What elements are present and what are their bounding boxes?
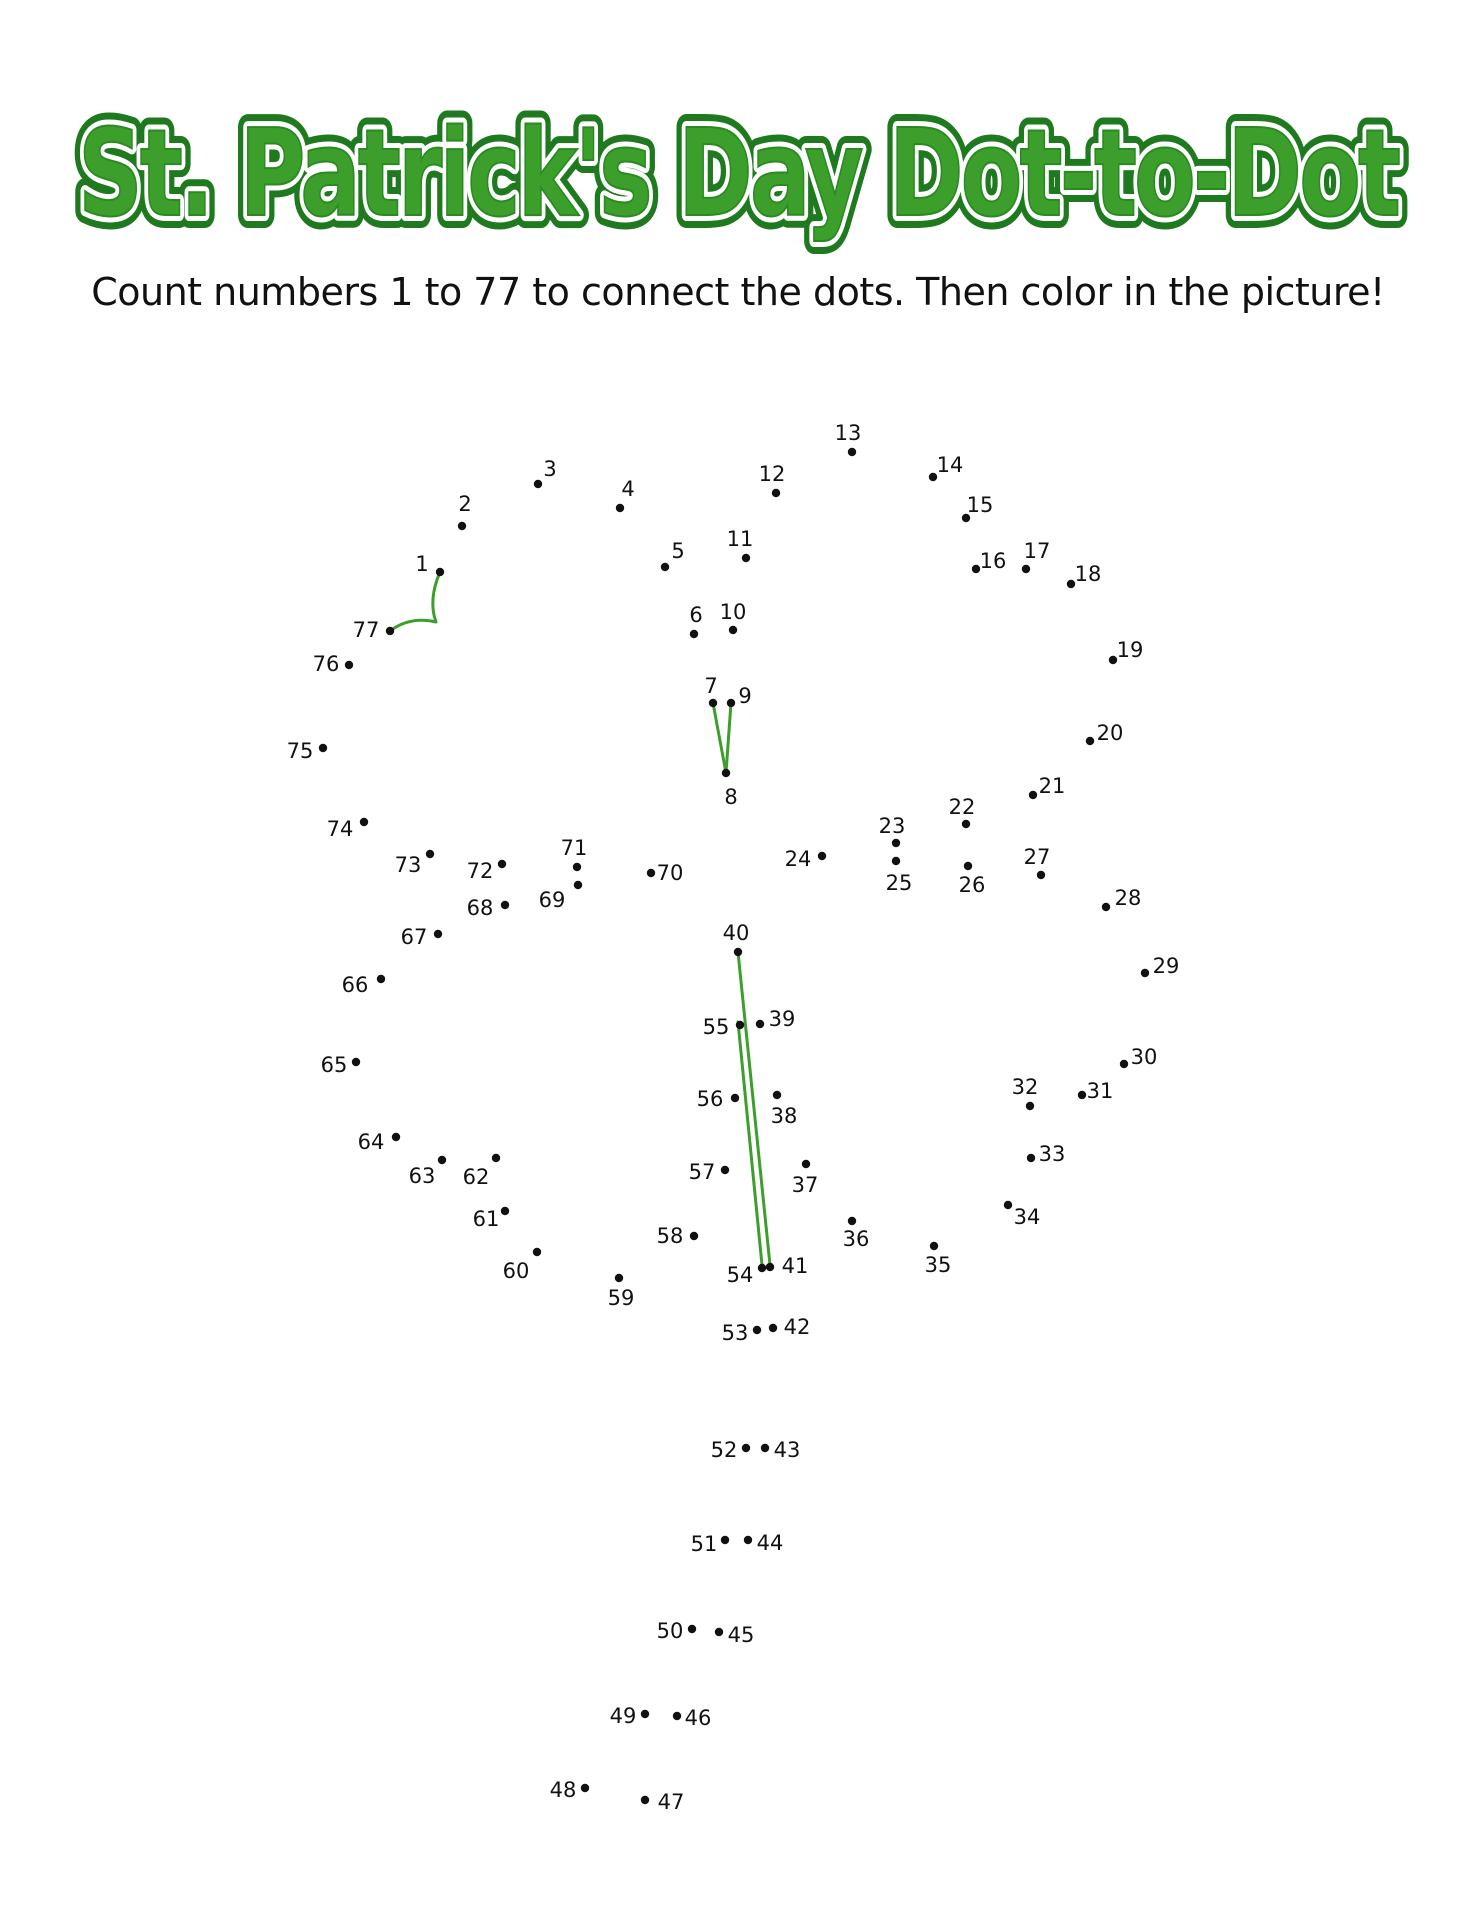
dot-30 [1120, 1045, 1158, 1069]
dot-number-label: 60 [502, 1259, 530, 1283]
dot-26 [959, 862, 986, 897]
dot-73 [395, 850, 435, 877]
dot-marker [533, 1248, 541, 1256]
dot-marker [742, 554, 750, 562]
dot-marker [722, 769, 730, 777]
dot-marker [773, 1091, 781, 1099]
dot-marker [534, 480, 542, 488]
dot-number-label: 50 [656, 1619, 684, 1643]
dot-number-label: 10 [719, 600, 747, 624]
dot-5 [661, 539, 685, 571]
dot-marker [818, 852, 826, 860]
dot-marker [731, 1094, 739, 1102]
title-inner-border: St. Patrick's Day Dot-to-Dot [78, 105, 1400, 244]
dot-number-label: 18 [1074, 562, 1102, 586]
guide-line-40-to-41 [738, 952, 770, 1265]
dot-number-label: 6 [689, 603, 703, 627]
dot-number-label: 69 [538, 888, 566, 912]
dot-45 [715, 1623, 755, 1647]
dot-marker [501, 901, 509, 909]
dot-marker [1004, 1201, 1012, 1209]
dot-number-label: 31 [1086, 1079, 1114, 1103]
dot-marker [727, 699, 735, 707]
guide-line-1-to-77 [390, 572, 440, 631]
dot-number-label: 1 [415, 552, 429, 576]
dot-9 [727, 684, 752, 708]
dot-number-label: 17 [1023, 539, 1051, 563]
dot-34 [1004, 1201, 1041, 1229]
dot-number-label: 61 [472, 1207, 500, 1231]
dot-67 [401, 925, 443, 949]
dot-number-label: 55 [702, 1015, 730, 1039]
dot-29 [1141, 954, 1180, 978]
dot-number-label: 19 [1116, 638, 1144, 662]
dot-24 [785, 847, 827, 871]
dot-number-label: 3 [543, 457, 557, 481]
dot-76 [313, 652, 354, 676]
dot-number-label: 37 [791, 1173, 819, 1197]
dot-15 [962, 493, 994, 522]
dot-marker [377, 975, 385, 983]
dot-54 [727, 1263, 767, 1287]
dot-marker [360, 818, 368, 826]
dot-number-label: 35 [924, 1253, 952, 1277]
dot-marker [736, 1021, 744, 1029]
dot-marker [573, 863, 581, 871]
dot-marker [1037, 871, 1045, 879]
dot-number-label: 16 [979, 549, 1007, 573]
instructions-text: Count numbers 1 to 77 to connect the dots. Then color in the picture! [91, 270, 1385, 314]
dot-marker [690, 1232, 698, 1240]
dot-64 [358, 1130, 401, 1154]
dot-marker [802, 1160, 810, 1168]
dot-marker [1027, 1154, 1035, 1162]
dot-number-label: 36 [842, 1227, 870, 1251]
dot-46 [673, 1706, 712, 1730]
dot-number-label: 41 [781, 1254, 809, 1278]
dot-number-label: 20 [1096, 721, 1124, 745]
dot-marker [436, 568, 444, 576]
dot-number-label: 66 [341, 973, 369, 997]
dot-number-label: 15 [966, 493, 994, 517]
dot-number-label: 8 [724, 785, 738, 809]
dot-38 [771, 1091, 798, 1128]
dot-number-label: 5 [671, 539, 685, 563]
dot-marker [581, 1784, 589, 1792]
dot-number-label: 26 [958, 873, 986, 897]
dot-19 [1109, 638, 1144, 664]
dot-number-label: 42 [783, 1315, 811, 1339]
dot-43 [761, 1438, 801, 1462]
dot-number-label: 52 [710, 1438, 738, 1462]
dot-37 [792, 1160, 819, 1197]
dot-51 [691, 1532, 730, 1556]
dot-number-label: 72 [466, 859, 494, 883]
dot-marker [615, 1274, 623, 1282]
dot-marker [661, 563, 669, 571]
dot-marker [1026, 1102, 1034, 1110]
dot-60 [503, 1248, 542, 1283]
dot-marker [492, 1154, 500, 1162]
guide-line-8-to-9 [726, 703, 731, 773]
dot-number-label: 40 [722, 921, 750, 945]
dot-8 [722, 769, 738, 809]
dot-number-label: 21 [1038, 774, 1066, 798]
dot-number-label: 76 [312, 652, 340, 676]
dot-number-label: 22 [948, 795, 976, 819]
dot-number-label: 65 [320, 1053, 348, 1077]
dot-44 [744, 1531, 784, 1555]
dot-number-label: 4 [621, 477, 635, 501]
dot-number-label: 32 [1011, 1075, 1039, 1099]
dot-marker [352, 1058, 360, 1066]
dot-6 [689, 603, 702, 638]
dot-14 [929, 453, 964, 481]
dot-marker [761, 1444, 769, 1452]
dot-marker [709, 699, 717, 707]
dot-number-label: 77 [352, 618, 380, 642]
dot-marker [848, 1217, 856, 1225]
dot-number-label: 58 [656, 1224, 684, 1248]
dot-marker [721, 1166, 729, 1174]
dot-75 [287, 739, 328, 763]
dot-marker [769, 1324, 777, 1332]
dot-50 [657, 1619, 697, 1643]
dot-marker [848, 448, 856, 456]
dot-number-label: 39 [768, 1007, 796, 1031]
dot-number-label: 62 [462, 1165, 490, 1189]
dot-74 [327, 817, 369, 841]
dot-72 [467, 859, 507, 883]
dots-layer [287, 421, 1180, 1814]
dot-42 [769, 1315, 811, 1339]
dot-48 [550, 1778, 590, 1802]
dot-number-label: 28 [1114, 886, 1142, 910]
dot-marker [616, 504, 624, 512]
dot-marker [501, 1207, 509, 1215]
dot-marker [498, 860, 506, 868]
dot-marker [438, 1156, 446, 1164]
dot-10 [720, 600, 747, 634]
dot-marker [721, 1536, 729, 1544]
dot-25 [886, 857, 913, 895]
dot-marker [641, 1710, 649, 1718]
dot-number-label: 45 [727, 1623, 755, 1647]
dot-marker [688, 1625, 696, 1633]
dot-35 [925, 1242, 952, 1277]
dot-69 [539, 881, 583, 912]
dot-marker [1078, 1091, 1086, 1099]
dot-23 [879, 814, 906, 847]
dot-33 [1027, 1142, 1066, 1166]
dot-marker [1120, 1060, 1128, 1068]
dot-number-label: 38 [770, 1104, 798, 1128]
dot-62 [463, 1154, 501, 1189]
dot-number-label: 34 [1013, 1205, 1041, 1229]
dot-number-label: 68 [466, 896, 494, 920]
dot-marker [392, 1133, 400, 1141]
dot-number-label: 7 [704, 674, 718, 698]
dot-39 [756, 1007, 796, 1031]
dot-marker [758, 1264, 766, 1272]
dot-marker [744, 1536, 752, 1544]
dot-40 [723, 921, 750, 956]
dot-marker [1141, 969, 1149, 977]
dot-marker [729, 626, 737, 634]
dot-41 [766, 1254, 809, 1278]
dot-marker [766, 1263, 774, 1271]
dot-32 [1012, 1075, 1039, 1110]
dot-marker [1086, 737, 1094, 745]
dot-65 [321, 1053, 361, 1077]
dot-31 [1078, 1079, 1114, 1103]
title-outline: St. Patrick's Day Dot-to-Dot [78, 105, 1400, 244]
dot-36 [843, 1217, 870, 1251]
dot-2 [458, 492, 472, 530]
dot-58 [657, 1224, 699, 1248]
dot-marker [772, 489, 780, 497]
dot-number-label: 33 [1038, 1142, 1066, 1166]
dot-52 [711, 1438, 751, 1462]
dot-number-label: 74 [326, 817, 354, 841]
dot-21 [1029, 774, 1066, 799]
dot-marker [386, 627, 394, 635]
dot-marker [734, 948, 742, 956]
dot-number-label: 56 [696, 1087, 724, 1111]
dot-marker [434, 930, 442, 938]
dot-number-label: 57 [688, 1160, 716, 1184]
dot-number-label: 29 [1152, 954, 1180, 978]
dot-number-label: 25 [885, 871, 913, 895]
dot-number-label: 47 [657, 1790, 685, 1814]
dot-number-label: 2 [458, 492, 472, 516]
dot-49 [610, 1704, 650, 1728]
dot-77 [353, 618, 395, 642]
dot-marker [345, 661, 353, 669]
dot-number-label: 67 [400, 925, 428, 949]
dot-marker [1022, 565, 1030, 573]
dot-number-label: 46 [684, 1706, 712, 1730]
dot-70 [647, 861, 684, 885]
dot-marker [715, 1628, 723, 1636]
dot-3 [534, 457, 557, 488]
dot-number-label: 51 [690, 1532, 718, 1556]
dot-27 [1024, 845, 1051, 879]
dot-56 [697, 1087, 740, 1111]
dot-number-label: 30 [1130, 1045, 1158, 1069]
dot-59 [608, 1274, 635, 1310]
dot-66 [342, 973, 386, 997]
dot-68 [467, 896, 510, 920]
dot-number-label: 44 [756, 1531, 784, 1555]
dot-number-label: 11 [726, 527, 754, 551]
dot-marker [641, 1796, 649, 1804]
dot-number-label: 73 [394, 853, 422, 877]
dot-marker [892, 839, 900, 847]
dot-number-label: 75 [286, 739, 314, 763]
dot-61 [473, 1207, 510, 1231]
dot-marker [892, 857, 900, 865]
dot-marker [574, 881, 582, 889]
dot-marker [753, 1326, 761, 1334]
dot-12 [759, 462, 786, 497]
dot-number-label: 53 [721, 1321, 749, 1345]
dot-11 [727, 527, 754, 562]
dot-7 [704, 674, 717, 707]
dot-number-label: 23 [878, 814, 906, 838]
dot-marker [962, 820, 970, 828]
dot-4 [616, 477, 635, 512]
guide-line-7-to-8 [713, 703, 726, 773]
dot-marker [426, 850, 434, 858]
dot-number-label: 9 [738, 684, 752, 708]
dot-number-label: 59 [607, 1286, 635, 1310]
dot-number-label: 48 [549, 1778, 577, 1802]
dot-number-label: 70 [656, 861, 684, 885]
dot-marker [647, 869, 655, 877]
dot-53 [722, 1321, 762, 1345]
dot-number-label: 71 [560, 836, 588, 860]
dot-marker [319, 744, 327, 752]
dot-22 [949, 795, 976, 828]
dot-63 [409, 1156, 447, 1188]
dot-marker [1029, 791, 1037, 799]
dot-number-label: 43 [773, 1438, 801, 1462]
dot-18 [1067, 562, 1102, 588]
dot-marker [1102, 903, 1110, 911]
dot-marker [930, 1242, 938, 1250]
dot-marker [742, 1444, 750, 1452]
dot-number-label: 13 [834, 421, 862, 445]
dot-number-label: 54 [726, 1263, 754, 1287]
dot-number-label: 12 [758, 462, 786, 486]
dot-marker [673, 1712, 681, 1720]
dot-16 [972, 549, 1007, 573]
dot-71 [561, 836, 588, 871]
dot-number-label: 49 [609, 1704, 637, 1728]
dot-marker [458, 522, 466, 530]
dot-28 [1102, 886, 1142, 911]
dot-57 [689, 1160, 730, 1184]
dot-marker [756, 1020, 764, 1028]
page-title: St. Patrick's Day Dot-to-Dot [78, 105, 1400, 244]
dot-number-label: 63 [408, 1164, 436, 1188]
dot-number-label: 24 [784, 847, 812, 871]
dot-1 [415, 552, 444, 576]
dot-17 [1022, 539, 1051, 573]
dot-20 [1086, 721, 1124, 745]
dot-number-label: 27 [1023, 845, 1051, 869]
dot-13 [835, 421, 862, 456]
dot-marker [690, 630, 698, 638]
dot-number-label: 14 [936, 453, 964, 477]
dot-number-label: 64 [357, 1130, 385, 1154]
dot-47 [641, 1790, 685, 1814]
dot-marker [964, 862, 972, 870]
